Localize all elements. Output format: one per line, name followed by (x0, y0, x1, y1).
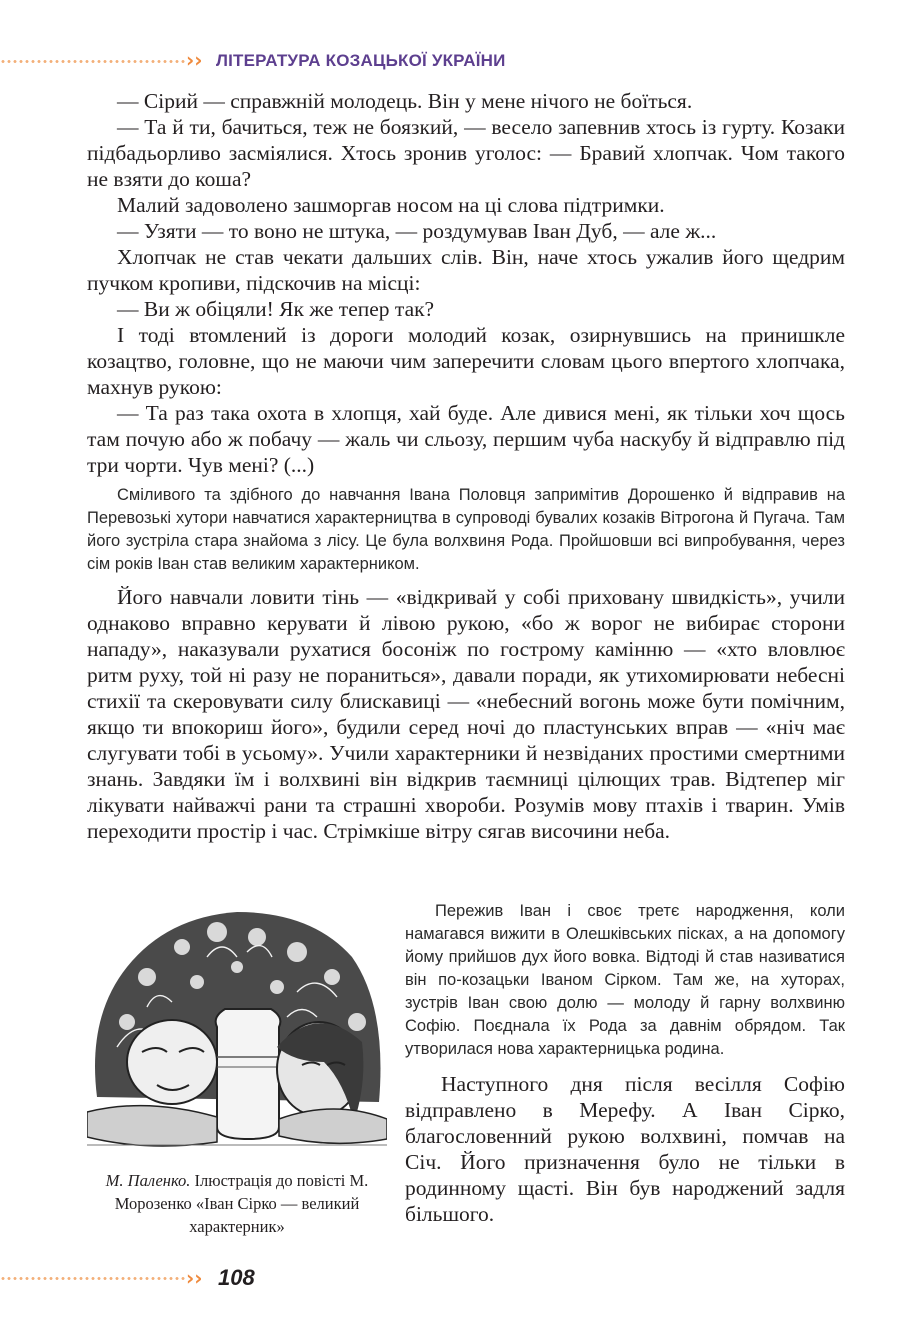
double-chevron-right-icon: ›› (186, 48, 203, 72)
page-header (0, 46, 918, 76)
page-number: 108 (218, 1265, 255, 1290)
illustration-image (87, 897, 387, 1165)
dotted-rule (0, 1277, 186, 1280)
paragraph: І тоді втомлений із дороги молодий козак, озирнувшись на принишкле козацтво, головне, що не маючи чим заперечити словам цього впертого хлопчака, махнув рукою: (87, 323, 845, 399)
paragraph: — Та й ти, бачиться, теж не боязкий, — весело запевнив хтось із гурту. Козаки підбадьорливо засміялися. Хтось зронив уголос: — Бравий хлопчак. Чом такого не взяти до коша? (87, 115, 845, 191)
paragraph: — Та раз така охота в хлопця, хай буде. Але дивися мені, як тільки хоч щось там почую або ж побачу — жаль чи сльозу, першим чуба наскубу й відправлю під три чорти. Чув мені? (...) (87, 401, 845, 477)
dotted-rule (0, 60, 186, 63)
section-title: ЛІТЕРАТУРА КОЗАЦЬКОЇ УКРАЇНИ (216, 51, 506, 70)
right-column (405, 897, 845, 1227)
caption-author: М. Паленко. (105, 1171, 191, 1190)
paragraph: Його навчали ловити тінь — «відкривай у собі приховану швидкість», учили однаково вправно керувати й лівою рукою, «бо ж ворог не вибирає сторони нападу», наказували рухатися босоніж по гострому камінню — «хто вловлює ритм руху, той ні разу не пораниться», давали поради, як утихомирювати небесні стихії та скеровувати силу блискавиці — «небесний вогонь може бути помічним, якщо ти впокориш його», будили серед ночі до пластунських вправ — «ніч має слугувати тобі в усьому». Учили характерники й незвіданих простими смертними знань. Завдяки їм і волхвині він відкрив таємниці цілющих трав. Відтепер міг лікувати найважчі рани та страшні хвороби. Розумів мову птахів і тварин. Умів переходити простір і час. Стрімкіше вітру сягав височини неба. (87, 585, 845, 843)
caption-text: Ілюстрація до повісті М. Морозенко «Іван Сірко — великий характерник» (114, 1171, 369, 1236)
illustration-figure (87, 897, 387, 1238)
paragraph: — Сірий — справжній молодець. Він у мене нічого не боїться. (117, 89, 693, 113)
paragraph: — Ви ж обіцяли! Як же тепер так? (117, 297, 435, 321)
double-chevron-right-icon: ›› (186, 1266, 203, 1290)
page-footer (0, 1263, 918, 1293)
plot-summary: Пережив Іван і своє третє народження, коли намагався вижити в Олешківських пісках, а на допомогу йому прийшов дух його вовка. Відтоді й став називатися він по-козацьки Іваном Сірком. Там же, на хуторах, зустрів Іван свою долю — молоду й гарну волхвиню Софію. Поєднала їх Рода за давнім обрядом. Так утворилася нова характерницька родина. (405, 902, 845, 1058)
paragraph: Малий задоволено зашморгав носом на ці слова підтримки. (117, 193, 665, 217)
paragraph: — Узяти — то воно не штука, — роздумував Іван Дуб, — але ж... (117, 219, 717, 243)
paragraph: Наступного дня після весілля Софію відправлено в Мерефу. А Іван Сірко, благословенний рукою волхвині, помчав на Січ. Його призначення було не тільки в родинному щасті. Він був народжений задля більшого. (405, 1072, 845, 1226)
lower-section (87, 897, 845, 1257)
main-text (87, 88, 845, 844)
plot-summary: Сміливого та здібного до навчання Івана Половця запримітив Дорошенко й відправив на Перевозькі хутори навчатися характерництва в супроводі бувалих козаків Вітрогона й Пугача. Там його зустріла стара знайома з лісу. Це була волхвиня Рода. Пройшовши всі випробування, через сім років Іван став великим характерником. (87, 486, 845, 573)
figure-caption (87, 1169, 387, 1238)
paragraph: Хлопчак не став чекати дальших слів. Він, наче хтось ужалив його щедрим пучком кропиви, підскочив на місці: (87, 245, 845, 295)
